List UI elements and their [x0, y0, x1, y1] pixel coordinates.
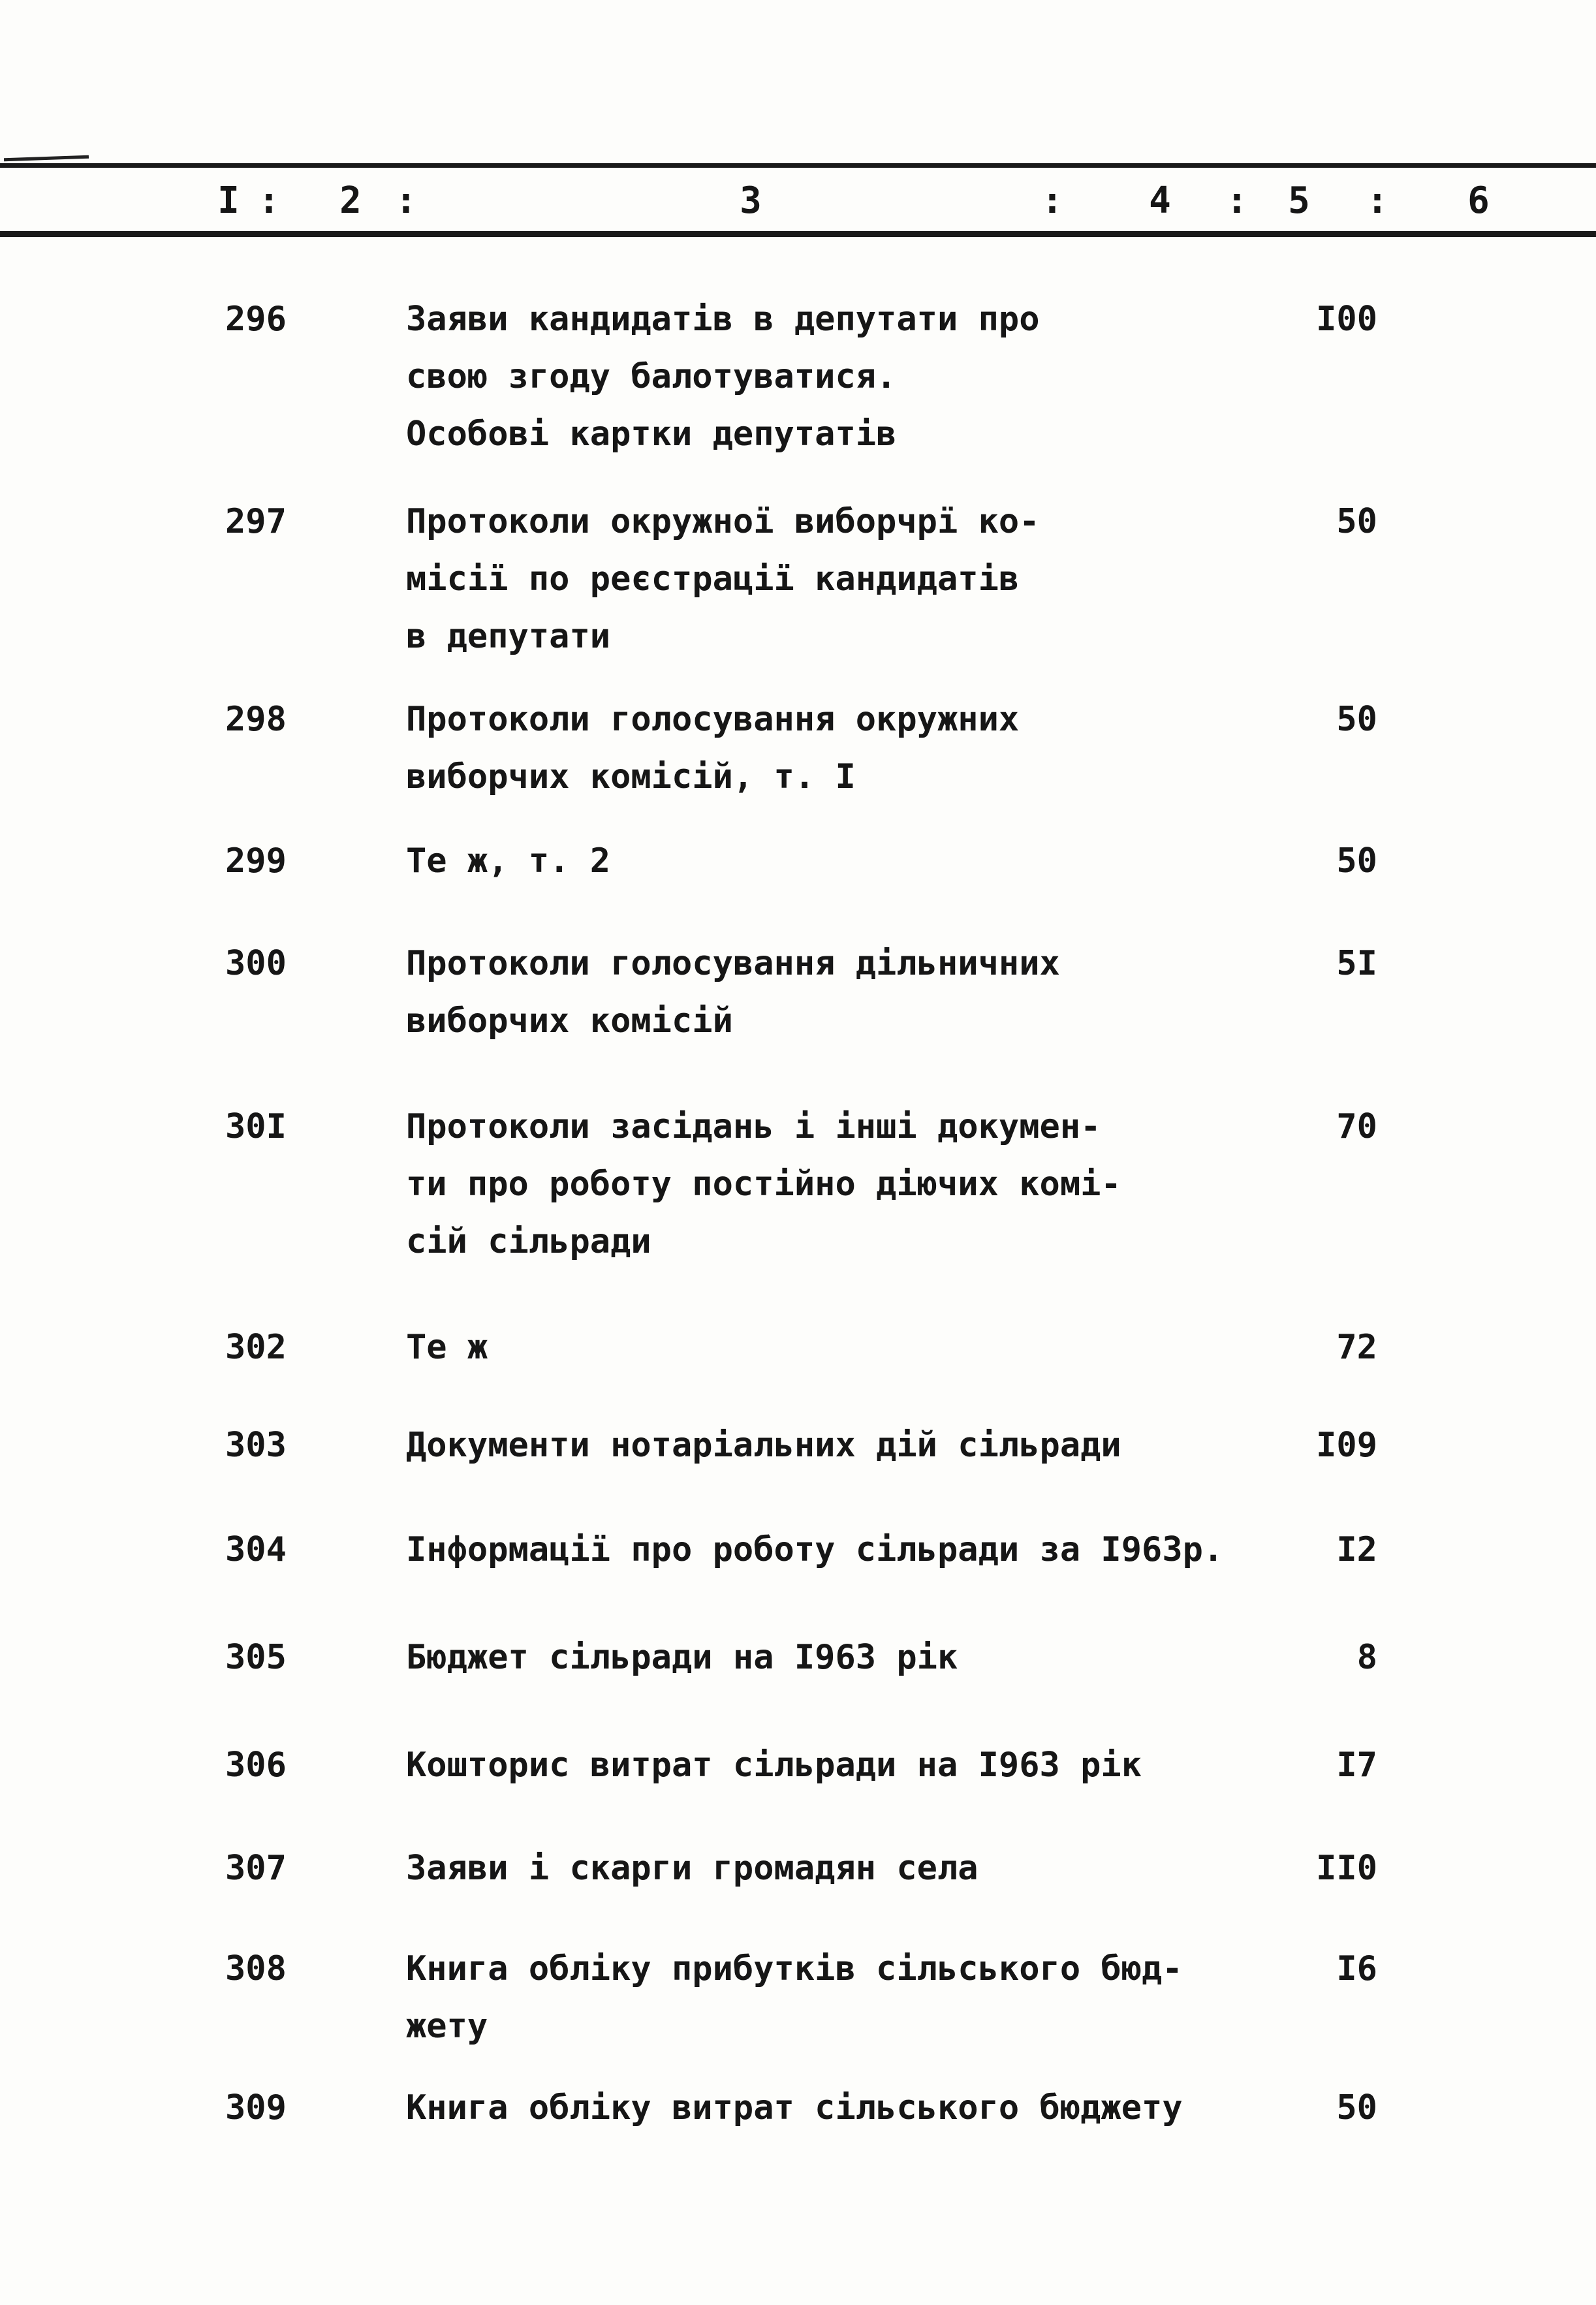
- row-description-line: Книга обліку прибутків сільського бюд-: [406, 1949, 1183, 1988]
- row-page-count: 5І: [1336, 944, 1377, 983]
- row-page-count: 50: [1336, 502, 1377, 541]
- row-description-line: Заяви кандидатів в депутати про: [406, 300, 1040, 339]
- row-description-line: Бюджет сільради на І963 рік: [406, 1638, 958, 1677]
- row-page-count: 72: [1336, 1328, 1377, 1367]
- row-number: 297: [225, 502, 287, 541]
- scan-artifact-line: [4, 155, 89, 162]
- row-number: 300: [225, 944, 287, 983]
- row-description-line: Інформації про роботу сільради за І963р.: [406, 1530, 1224, 1569]
- column-header-4: 4: [1149, 180, 1171, 222]
- column-header-5: 5: [1288, 180, 1310, 222]
- column-separator-colon: :: [1366, 180, 1388, 222]
- row-description-line: жету: [406, 2007, 488, 2046]
- row-description-line: Протоколи голосування дільничних: [406, 944, 1060, 983]
- column-separator-colon: :: [258, 180, 280, 222]
- row-number: 308: [225, 1949, 287, 1988]
- row-page-count: І00: [1316, 300, 1377, 339]
- row-description-line: Те ж: [406, 1328, 488, 1367]
- row-page-count: 50: [1336, 2088, 1377, 2127]
- row-page-count: 70: [1336, 1107, 1377, 1146]
- row-number: 30І: [225, 1107, 287, 1146]
- row-page-count: І2: [1336, 1530, 1377, 1569]
- row-description-line: Кошторис витрат сільради на І963 рік: [406, 1746, 1142, 1785]
- row-description-line: Протоколи засідань і інші докумен-: [406, 1107, 1101, 1146]
- column-header-2: 2: [339, 180, 362, 222]
- row-description-line: Особові картки депутатів: [406, 415, 897, 454]
- row-description-line: ти про роботу постійно діючих комі-: [406, 1165, 1121, 1204]
- row-page-count: 8: [1356, 1638, 1377, 1677]
- row-page-count: І6: [1336, 1949, 1377, 1988]
- row-number: 303: [225, 1426, 287, 1465]
- row-number: 304: [225, 1530, 287, 1569]
- column-header-6: 6: [1467, 180, 1490, 222]
- row-page-count: 50: [1336, 700, 1377, 739]
- row-description-line: Документи нотаріальних дій сільради: [406, 1426, 1121, 1465]
- row-number: 299: [225, 841, 287, 881]
- row-description-line: в депутати: [406, 617, 611, 656]
- row-number: 306: [225, 1746, 287, 1785]
- column-separator-colon: :: [1041, 180, 1063, 222]
- row-number: 307: [225, 1849, 287, 1888]
- row-number: 302: [225, 1328, 287, 1367]
- row-page-count: 50: [1336, 841, 1377, 881]
- row-description-line: Протоколи голосування окружних: [406, 700, 1020, 739]
- column-separator-colon: :: [395, 180, 417, 222]
- row-description-line: Заяви і скарги громадян села: [406, 1849, 978, 1888]
- row-page-count: І09: [1316, 1426, 1377, 1465]
- table-header-top-rule: [0, 163, 1596, 168]
- row-description-line: місії по реєстрації кандидатів: [406, 559, 1020, 599]
- column-header-1: І: [217, 180, 240, 222]
- row-description-line: Книга обліку витрат сільського бюджету: [406, 2088, 1183, 2127]
- row-description-line: свою згоду балотуватися.: [406, 357, 897, 396]
- column-separator-colon: :: [1226, 180, 1248, 222]
- row-description-line: Те ж, т. 2: [406, 841, 611, 881]
- row-description-line: виборчих комісій, т. І: [406, 757, 856, 796]
- row-page-count: ІІ0: [1316, 1849, 1377, 1888]
- row-page-count: І7: [1336, 1746, 1377, 1785]
- row-description-line: сій сільради: [406, 1222, 651, 1261]
- row-number: 309: [225, 2088, 287, 2127]
- row-description-line: Протоколи окружної виборчрї ко-: [406, 502, 1040, 541]
- row-number: 305: [225, 1638, 287, 1677]
- table-header-bottom-rule: [0, 231, 1596, 237]
- column-header-3: 3: [740, 180, 762, 222]
- row-number: 298: [225, 700, 287, 739]
- row-description-line: виборчих комісій: [406, 1001, 733, 1041]
- row-number: 296: [225, 300, 287, 339]
